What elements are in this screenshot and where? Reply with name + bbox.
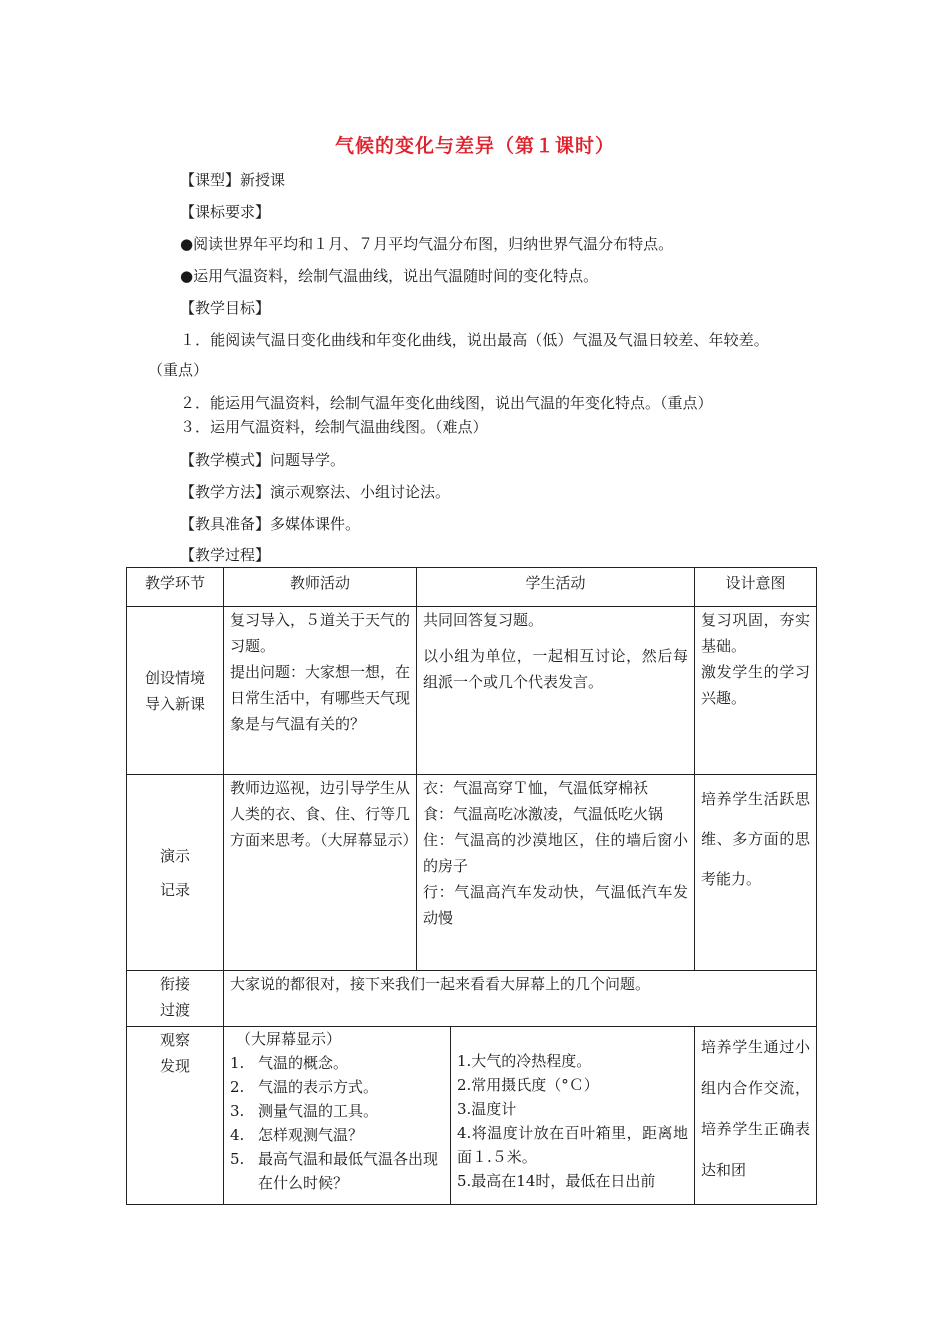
intent-cell	[695, 607, 817, 775]
transition-cell	[224, 971, 817, 1027]
stage-cell	[127, 775, 224, 971]
teaching-process-table	[126, 567, 817, 1205]
teaching-method: 【教学方法】演示观察法、小组讨论法。	[180, 483, 451, 501]
answer-text: 2.常用摄氏度（°Ｃ）	[457, 1076, 599, 1094]
goal-item-1: １．能阅读气温日变化曲线和年变化曲线，说出最高（低）气温及气温日较差、年较差。	[180, 331, 769, 349]
student-text: 行：气温高汽车发动快，气温低汽车发动慢	[423, 883, 689, 927]
stage-cell	[127, 1027, 224, 1205]
intent-cell	[695, 1027, 817, 1205]
student-text: 食：气温高吃冰激凌，气温低吃火锅	[423, 805, 664, 823]
intent-text: 培养学生通过小组内合作交流，培养学生正确表达和团	[701, 1038, 811, 1179]
teaching-mode: 【教学模式】问题导学。	[180, 451, 346, 469]
stage-label: 演示	[159, 846, 190, 865]
stage-label: 观察	[159, 1031, 190, 1049]
teacher-cell	[224, 775, 417, 971]
list-item: 3. 测量气温的工具。	[230, 1102, 379, 1120]
question-list	[230, 1051, 444, 1195]
header-student: 学生活动	[417, 568, 695, 607]
intent-text: 培养学生活跃思维、多方面的思考能力。	[701, 790, 811, 888]
process-heading: 【教学过程】	[180, 546, 271, 564]
intent-text: 激发学生的学习兴趣。	[701, 663, 811, 707]
screen-note: （大屏幕显示）	[236, 1030, 342, 1048]
standards-heading: 【课标要求】	[180, 203, 271, 221]
goal-item-3: ３．运用气温资料，绘制气温曲线图。（难点）	[180, 418, 488, 436]
stage-label: 创设情境	[144, 668, 205, 687]
table-header-row	[127, 568, 817, 607]
teacher-text: 复习导入，５道关于天气的习题。	[230, 611, 411, 655]
header-stage: 教学环节	[127, 568, 224, 607]
standard-item-1: ●阅读世界年平均和１月、７月平均气温分布图，归纳世界气温分布特点。	[180, 235, 674, 253]
table-row	[127, 607, 817, 775]
intent-cell	[695, 775, 817, 971]
teacher-cell	[224, 607, 417, 775]
list-item: 2. 气温的表示方式。	[230, 1078, 379, 1096]
teacher-text: 提出问题：大家想一想，在日常生活中，有哪些天气现象是与气温有关的？	[230, 663, 411, 733]
student-text: 以小组为单位，一起相互讨论，然后每组派一个或几个代表发言。	[423, 647, 689, 691]
answer-text: 1.大气的冷热程度。	[457, 1052, 592, 1070]
list-item: 4. 怎样观测气温？	[230, 1126, 364, 1144]
document-title: 气候的变化与差异（第１课时）	[334, 135, 615, 157]
lesson-type: 【课型】新授课	[180, 171, 286, 189]
student-cell	[417, 775, 695, 971]
answer-text: 4.将温度计放在百叶箱里，距离地面１.５米。	[457, 1124, 689, 1166]
header-intent: 设计意图	[695, 568, 817, 607]
goals-heading: 【教学目标】	[180, 299, 271, 317]
stage-cell	[127, 971, 224, 1027]
answer-text: 5.最高在14时，最低在日出前	[457, 1172, 656, 1190]
screen-questions-cell	[224, 1027, 451, 1205]
stage-label: 衔接	[159, 975, 190, 993]
stage-label: 导入新课	[144, 694, 205, 713]
goal-item-2: ２．能运用气温资料，绘制气温年变化曲线图，说出气温的年变化特点。（重点）	[180, 394, 713, 412]
stage-label: 发现	[159, 1057, 190, 1075]
list-item: 1. 气温的概念。	[230, 1054, 349, 1072]
teaching-tools: 【教具准备】多媒体课件。	[180, 515, 361, 533]
student-cell	[417, 607, 695, 775]
teacher-text: 教师边巡视，边引导学生从人类的衣、食、住、行等几方面来思考。（大屏幕显示）	[230, 779, 418, 849]
goal-item-1-note: （重点）	[148, 361, 209, 379]
table-row	[127, 775, 817, 971]
table-row	[127, 1027, 817, 1205]
header-teacher: 教师活动	[224, 568, 417, 607]
student-text: 共同回答复习题。	[423, 611, 544, 629]
student-text: 住：气温高的沙漠地区，住的墙后窗小的房子	[423, 831, 689, 875]
stage-label: 记录	[159, 880, 190, 899]
answers-cell	[451, 1027, 695, 1205]
intent-text: 复习巩固，夯实基础。	[701, 611, 811, 655]
answer-text: 3.温度计	[457, 1100, 517, 1118]
standard-item-2: ●运用气温资料，绘制气温曲线，说出气温随时间的变化特点。	[180, 267, 599, 285]
transition-text: 大家说的都很对，接下来我们一起来看看大屏幕上的几个问题。	[230, 975, 651, 993]
stage-cell	[127, 607, 224, 775]
student-text: 衣：气温高穿Ｔ恤，气温低穿棉袄	[423, 779, 649, 797]
stage-label: 过渡	[159, 1001, 190, 1019]
table-row	[127, 971, 817, 1027]
list-item: 5. 最高气温和最低气温各出现在什么时候？	[230, 1150, 439, 1192]
